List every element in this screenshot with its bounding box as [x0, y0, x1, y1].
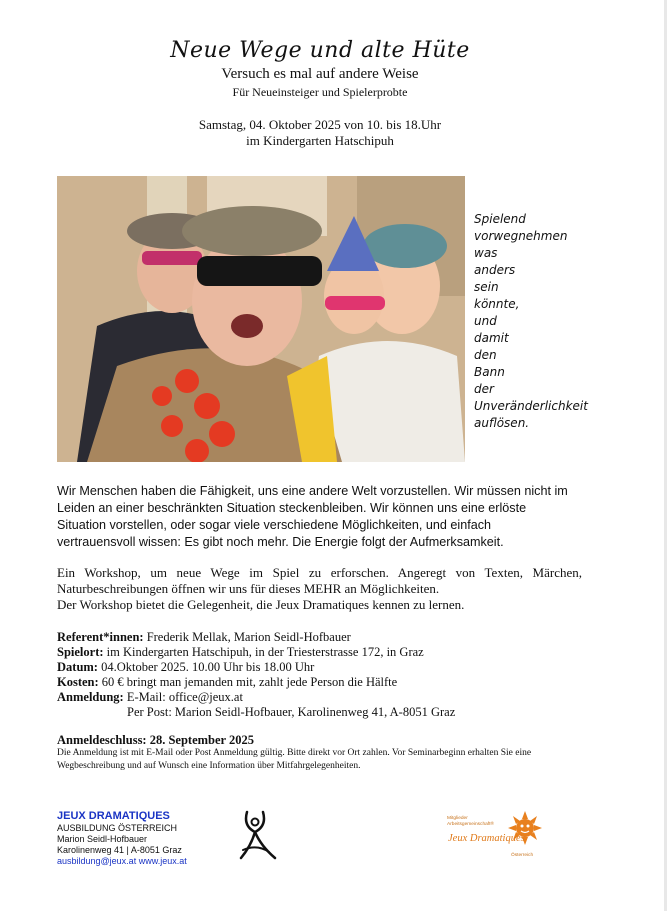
event-details [57, 630, 617, 720]
quote-line: könnte, [474, 297, 520, 311]
registration-email: E-Mail: office@jeux.at [123, 690, 243, 704]
quote-line: Bann [474, 365, 505, 379]
event-venue: im Kindergarten Hatschipuh [246, 133, 394, 148]
registration-post: Per Post: Marion Seidl-Hofbauer, Karolinenweg 41, A-8051 Graz [127, 705, 456, 719]
quote-block [474, 211, 594, 432]
dancing-figure-icon [233, 806, 283, 866]
jeux-dramatiques-logo [445, 811, 555, 863]
contact-block [57, 810, 227, 867]
intro-line: Leiden an einer beschränkten Situation steckenbleiben. Wir können uns eine erlöste [57, 501, 527, 515]
costs-value: 60 € bringt man jemanden mit, zahlt jede Person die Hälfte [98, 675, 398, 689]
intro-paragraph [57, 483, 587, 551]
intro-line: Wir Menschen haben die Fähigkeit, uns eine andere Welt vorzustellen. Wir müssen nicht im [57, 484, 568, 498]
date-row [57, 660, 617, 675]
group-photo [57, 176, 465, 462]
page-subtitle: Versuch es mal auf andere Weise [221, 66, 419, 82]
quote-line: auflösen. [474, 416, 530, 430]
quote-line: sein [474, 280, 499, 294]
referents-value: Frederik Mellak, Marion Seidl-Hofbauer [143, 630, 351, 644]
registration-label: Anmeldung: [57, 690, 124, 704]
intro-line: vertrauensvoll wissen: Es gibt noch mehr. Die Energie folgt der Aufmerksamkeit. [57, 535, 504, 549]
logo-small-line: Mitglieder [447, 816, 468, 821]
logo-small-line: Arbeitsgemeinschaft® [447, 822, 494, 827]
contact-name: Marion Seidl-Hofbauer [57, 834, 148, 844]
contact-org: JEUX DRAMATIQUES [57, 810, 170, 822]
registration-row [57, 690, 617, 705]
quote-line: den [474, 348, 497, 362]
workshop-description [57, 565, 582, 613]
quote-line: vorwegnehmen [474, 229, 568, 243]
referents-row [57, 630, 617, 645]
quote-line: Spielend [474, 212, 526, 226]
photo-illustration [57, 176, 465, 462]
intro-line: Situation vorstellen, oder sogar viele verschiedene Möglichkeiten, und einfach [57, 518, 492, 532]
page-title: Neue Wege und alte Hüte [170, 38, 470, 63]
venue-row [57, 645, 617, 660]
workshop-paragraph: Ein Workshop, um neue Wege im Spiel zu erforschen. Angeregt von Texten, Märchen, Naturbeschreibungen öffnen wir uns für dieses MEHR an Möglichkeiten. [57, 565, 582, 596]
contact-sub: AUSBILDUNG ÖSTERREICH [57, 823, 178, 833]
audience-line: Für Neueinsteiger und Spielerprobte [232, 85, 408, 99]
venue-value: im Kindergarten Hatschipuh, in der Triesterstrasse 172, in Graz [103, 645, 424, 659]
quote-line: und [474, 314, 497, 328]
venue-label: Spielort: [57, 645, 104, 659]
quote-line: der [474, 382, 494, 396]
costs-label: Kosten: [57, 675, 99, 689]
logo-country: Österreich [511, 853, 534, 858]
date-label: Datum: [57, 660, 98, 674]
logo-member-text [447, 816, 494, 828]
registration-deadline: Anmeldeschluss: 28. September 2025 [57, 733, 254, 747]
quote-line: Unveränderlichkeit [474, 399, 588, 413]
dancing-figure-svg [233, 806, 283, 866]
costs-row [57, 675, 617, 690]
quote-line: was [474, 246, 498, 260]
date-value: 04.Oktober 2025. 10.00 Uhr bis 18.00 Uhr [97, 660, 315, 674]
contact-links[interactable]: ausbildung@jeux.at www.jeux.at [57, 856, 187, 866]
event-date: Samstag, 04. Oktober 2025 von 10. bis 18.Uhr [198, 117, 442, 132]
quote-line: damit [474, 331, 509, 345]
registration-note: Die Anmeldung ist mit E-Mail oder Post Anmeldung gültig. Bitte direkt vor Ort zahlen. Vor Seminarbeginn erhalten Sie eine Wegbeschreibung und auf Wunsch eine Information über Mitfahrgelegenheiten. [57, 748, 532, 771]
contact-address: Karolinenweg 41 | A-8051 Graz [57, 845, 182, 855]
referents-label: Referent*innen: [57, 630, 144, 644]
quote-line: anders [474, 263, 516, 277]
logo-brand: Jeux Dramatiques [448, 833, 525, 844]
workshop-sentence: Der Workshop bietet die Gelegenheit, die Jeux Dramatiques kennen zu lernen. [57, 597, 465, 612]
